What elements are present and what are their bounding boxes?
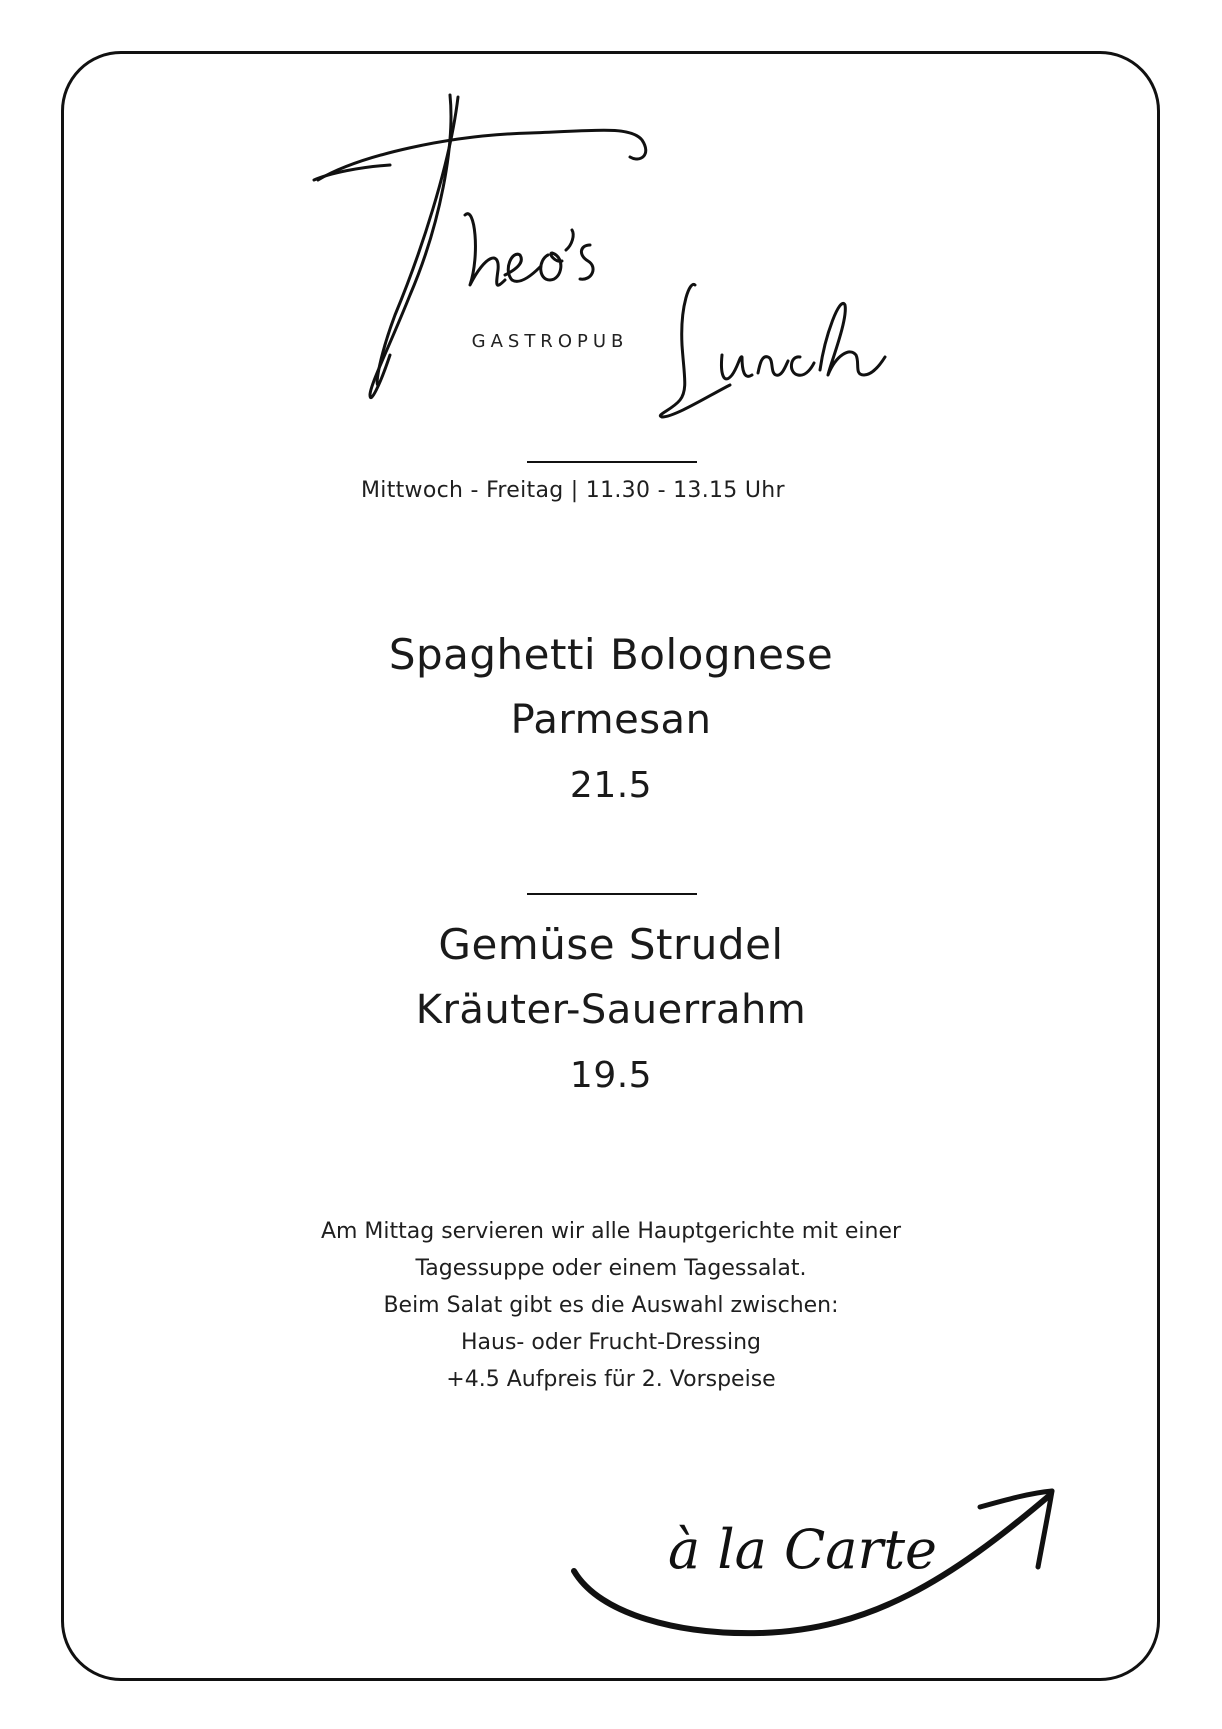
note-line: Beim Salat gibt es die Auswahl zwischen: — [383, 1293, 839, 1318]
theos-logo — [300, 85, 660, 415]
opening-hours: Mittwoch - Freitag | 11.30 - 13.15 Uhr — [361, 478, 785, 503]
dish-1-price: 21.5 — [569, 765, 653, 806]
note-line: Haus- oder Frucht-Dressing — [461, 1330, 761, 1355]
lunch-heading — [650, 275, 900, 425]
note-line: Tagessuppe oder einem Tagessalat. — [415, 1256, 807, 1281]
arrow-curve-icon[interactable] — [570, 1485, 1070, 1655]
note-line: Am Mittag servieren wir alle Hauptgerichte mit einer — [320, 1219, 902, 1244]
a-la-carte-link[interactable]: à la Carte — [668, 1518, 937, 1581]
note-line: +4.5 Aufpreis für 2. Vorspeise — [446, 1367, 776, 1392]
dish-2-side: Kräuter-Sauerrahm — [415, 987, 807, 1033]
dish-1-side: Parmesan — [510, 697, 712, 743]
divider-middle — [527, 893, 697, 895]
gastropub-subtitle: GASTROPUB — [471, 331, 629, 352]
dish-1-name: Spaghetti Bolognese — [388, 630, 834, 679]
divider-top — [527, 461, 697, 463]
dish-2-name: Gemüse Strudel — [438, 920, 784, 969]
lunch-note — [0, 1213, 1222, 1398]
dish-2-price: 19.5 — [569, 1055, 653, 1096]
